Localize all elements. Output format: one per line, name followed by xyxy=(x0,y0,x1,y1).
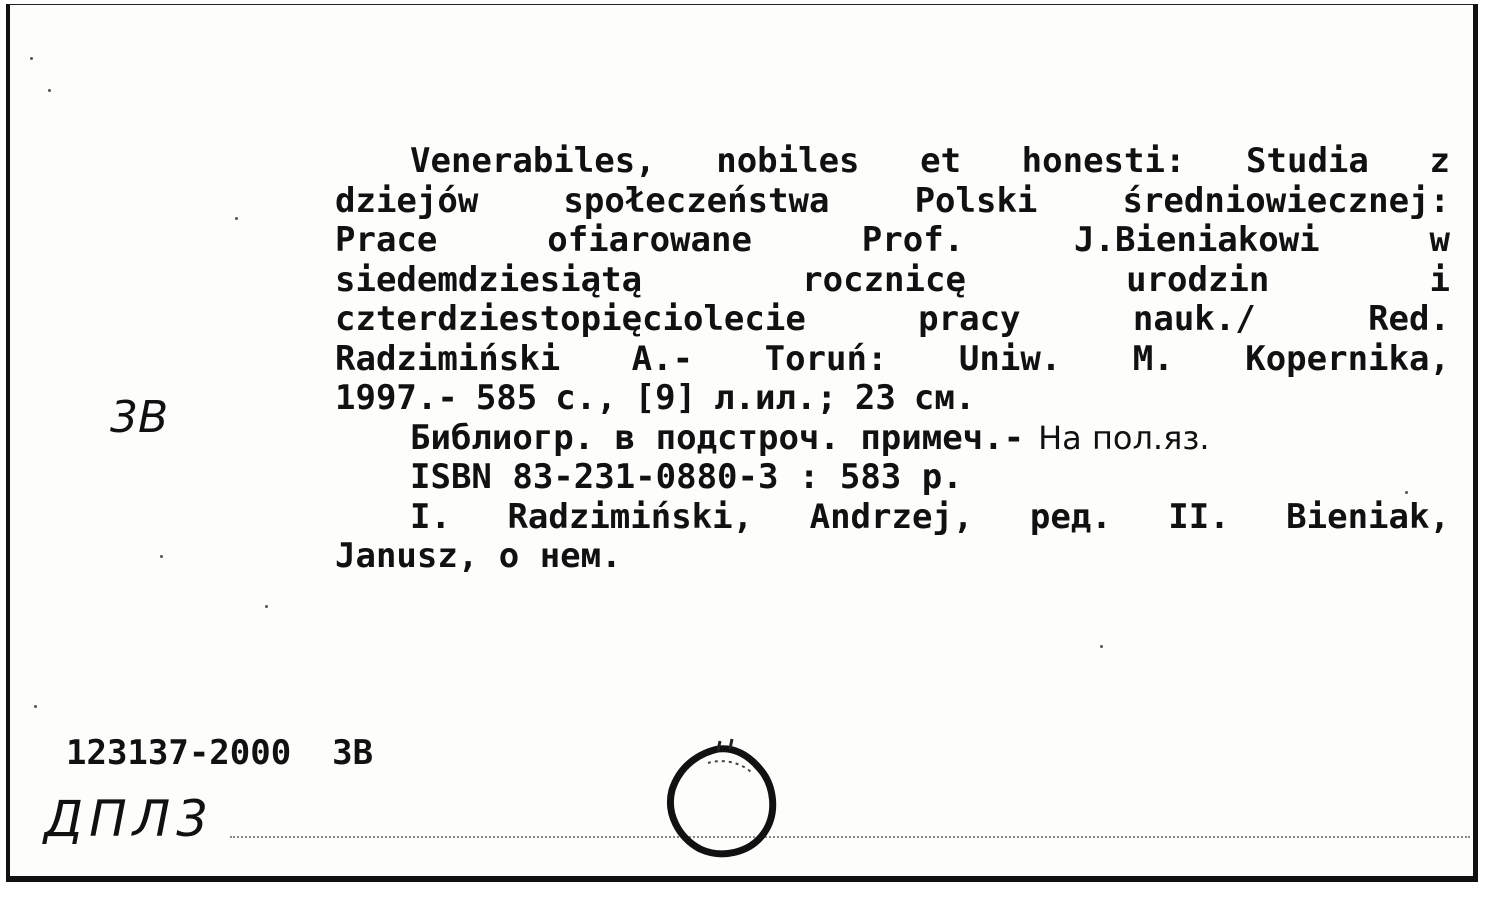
word: J.Bieniakowi xyxy=(1074,220,1320,260)
entry-line-6 xyxy=(335,340,1450,380)
word: nobiles xyxy=(716,141,860,181)
word: Prof. xyxy=(861,220,965,260)
isbn-line xyxy=(335,458,1450,498)
word: Red. xyxy=(1368,299,1450,339)
word: [9] xyxy=(634,378,697,418)
word: 585 xyxy=(475,378,538,418)
word: Toruń: xyxy=(764,338,888,379)
speck xyxy=(1100,645,1103,648)
word: dziejów xyxy=(335,180,479,221)
word: i xyxy=(1429,259,1450,300)
word: ofiarowane xyxy=(547,220,752,260)
word: siedemdziesiątą xyxy=(335,259,643,300)
word: I. xyxy=(410,496,451,537)
word: w xyxy=(1429,220,1450,260)
speck xyxy=(265,605,268,608)
entry-line-5 xyxy=(335,300,1450,340)
word: Venerabiles, xyxy=(410,141,656,181)
word: honesti: xyxy=(1021,141,1186,181)
word: Polski xyxy=(914,180,1038,221)
speck xyxy=(30,57,33,60)
word: czterdziestopięciolecie xyxy=(335,299,806,339)
word: см. xyxy=(913,378,976,418)
tracings-line-1 xyxy=(335,498,1450,538)
word: л.ил.; xyxy=(714,378,837,418)
entry-line-7 xyxy=(335,379,1450,419)
library-stamp-ring-icon xyxy=(660,735,790,865)
shelf-mark-handwritten: 3В xyxy=(110,392,169,443)
word: 1997.- xyxy=(335,378,458,418)
word: Bieniak, xyxy=(1286,496,1450,537)
word: Radzimiński, xyxy=(507,496,754,537)
dotted-rule xyxy=(230,836,1470,838)
word: średniowiecznej: xyxy=(1122,180,1450,221)
word: ред. xyxy=(1029,496,1112,537)
word: urodzin xyxy=(1126,259,1270,300)
tracings-line-2 xyxy=(335,537,1450,577)
word: Prace xyxy=(335,220,438,260)
word: M. xyxy=(1132,338,1174,379)
entry-line-3 xyxy=(335,221,1450,261)
entry-line-4 xyxy=(335,261,1450,301)
word: et xyxy=(920,141,962,181)
speck xyxy=(235,217,238,220)
speck xyxy=(160,555,163,558)
word: II. xyxy=(1168,496,1230,537)
entry-line-2 xyxy=(335,182,1450,222)
bibliography-note: Библиогр. в подстроч. примеч.- xyxy=(410,417,1025,458)
handwritten-language-note: На пол.яз. xyxy=(1038,418,1210,457)
word: Radzimiński xyxy=(335,338,561,379)
word: c., xyxy=(555,378,617,418)
tracings-end: Janusz, о нем. xyxy=(335,536,622,576)
word: pracy xyxy=(918,299,1021,339)
word: Kopernika, xyxy=(1245,338,1450,379)
speck xyxy=(34,705,37,708)
word: Studia xyxy=(1246,141,1369,181)
entry-line-1 xyxy=(335,142,1450,182)
speck xyxy=(48,89,51,92)
bibliographic-entry xyxy=(335,142,1450,577)
word: A.- xyxy=(631,338,694,379)
bibliography-note-line xyxy=(335,419,1450,459)
word: Andrzej, xyxy=(809,496,974,537)
word: Uniw. xyxy=(958,338,1062,379)
word: z xyxy=(1429,141,1450,181)
word: rocznicę xyxy=(802,259,966,300)
word: 23 xyxy=(854,378,896,418)
isbn-price: ISBN 83-231-0880-3 : 583 р. xyxy=(410,457,963,497)
word: społeczeństwa xyxy=(563,180,830,221)
word: nauk./ xyxy=(1132,299,1256,339)
department-mark-handwritten: ДПЛ3 xyxy=(44,790,215,848)
accession-number: 123137-2000 3В xyxy=(66,733,374,773)
